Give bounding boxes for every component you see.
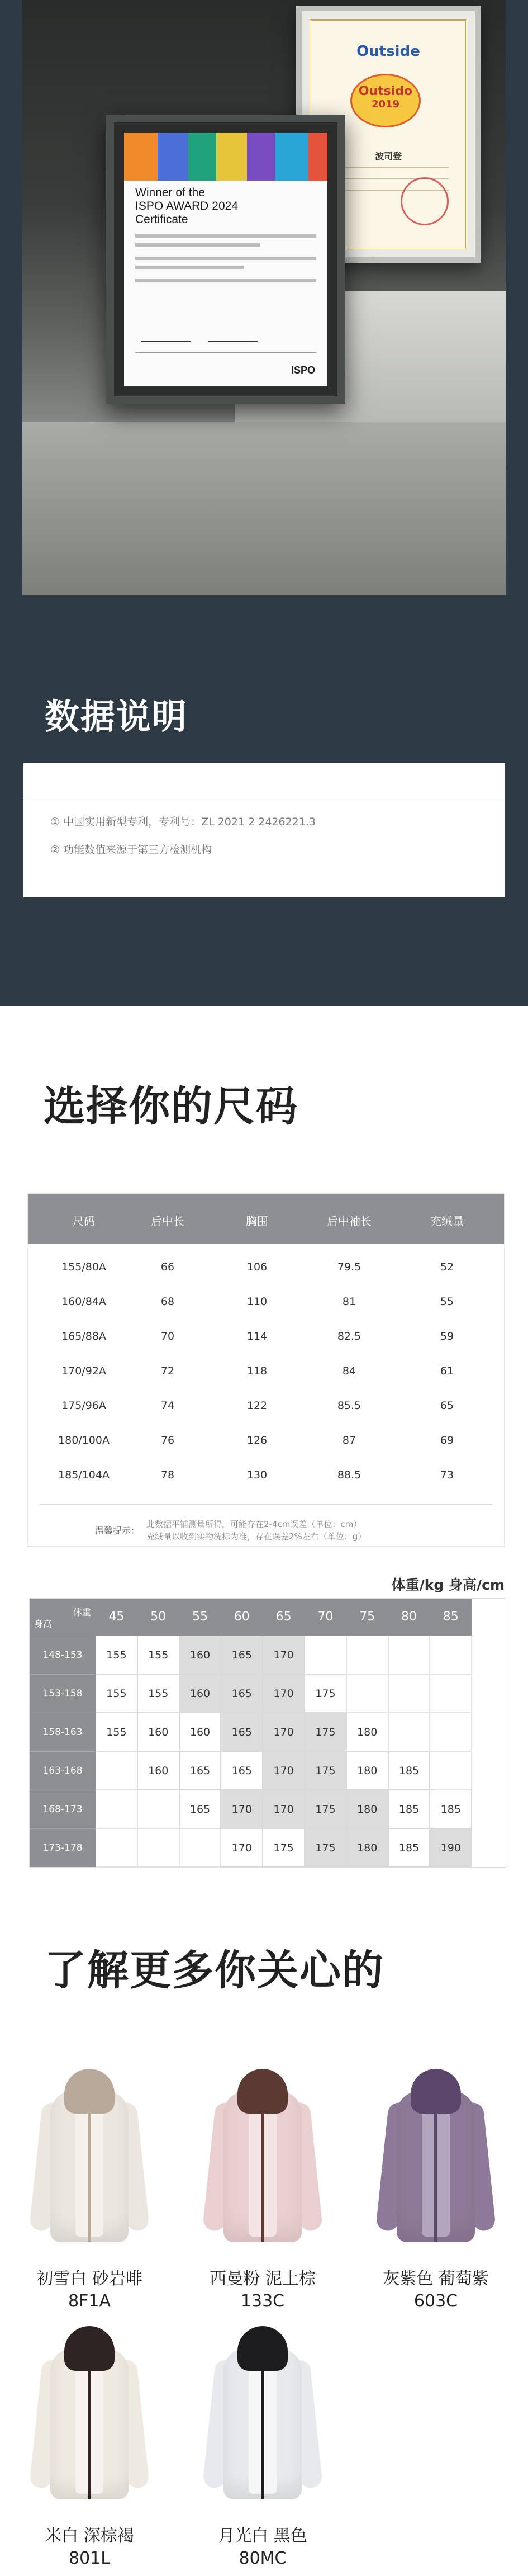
size-cell: 70 [160, 1330, 175, 1343]
size-cell: 126 [246, 1434, 268, 1447]
color-swatch[interactable] [190, 2069, 335, 2311]
size-chart-header [28, 1194, 504, 1244]
grid-size-cell [179, 1828, 221, 1867]
certificate-title: Winner of the ISPO AWARD 2024 Certificate [135, 186, 239, 226]
certificate-mosaic [124, 133, 327, 181]
certificate-brand: Outside [356, 43, 420, 60]
grid-height-header: 153-158 [30, 1674, 96, 1713]
size-header-cell: 胸围 [246, 1214, 268, 1228]
size-cell: 79.5 [337, 1261, 361, 1273]
grid-size-cell [346, 1636, 388, 1674]
size-cell: 72 [160, 1365, 175, 1377]
size-cell: 130 [246, 1469, 268, 1481]
size-cell: 59 [440, 1330, 454, 1343]
size-cell: 106 [246, 1261, 268, 1273]
size-cell: 85.5 [337, 1400, 361, 1412]
size-cell: 155/80A [61, 1261, 106, 1273]
data-note: ② 功能数值来源于第三方检测机构 [50, 844, 212, 856]
badge-year: 2019 [371, 98, 400, 110]
size-header-cell: 充绒量 [430, 1214, 464, 1228]
jacket-image [34, 2069, 145, 2253]
size-cell: 52 [440, 1261, 454, 1273]
color-code: 133C [240, 2291, 285, 2311]
certificate-name: 波司登 [374, 151, 402, 162]
grid-size-cell: 170 [263, 1790, 305, 1828]
grid-size-cell: 185 [388, 1751, 430, 1790]
grid-size-cell: 160 [179, 1713, 221, 1751]
size-chart-divider [39, 1504, 493, 1505]
color-name: 灰紫色 葡萄紫 [383, 2269, 489, 2289]
grid-size-cell: 160 [179, 1674, 221, 1713]
certificate-rule [328, 167, 449, 168]
grid-size-cell: 160 [179, 1636, 221, 1674]
grid-height-header: 158-163 [30, 1713, 96, 1751]
jacket-image [207, 2326, 318, 2511]
color-name: 初雪白 砂岩啡 [36, 2269, 142, 2289]
hero-section [0, 0, 528, 1006]
size-cell: 110 [246, 1296, 268, 1308]
grid-height-header: 163-168 [30, 1751, 96, 1790]
size-cell: 87 [342, 1434, 356, 1447]
fit-recommendation-grid [29, 1598, 506, 1868]
grid-size-cell: 185 [388, 1828, 430, 1867]
grid-size-cell: 165 [221, 1636, 263, 1674]
grid-size-cell [137, 1828, 179, 1867]
size-cell: 114 [246, 1330, 268, 1343]
size-cell: 170/92A [61, 1365, 106, 1377]
size-chart-table [28, 1194, 504, 1546]
grid-size-cell [388, 1674, 430, 1713]
color-code: 603C [413, 2291, 458, 2311]
data-notes-card [23, 763, 505, 897]
grid-size-cell [430, 1751, 472, 1790]
grid-size-cell: 165 [179, 1751, 221, 1790]
grid-size-cell: 185 [430, 1790, 472, 1828]
grid-weight-header: 85 [430, 1599, 472, 1636]
grid-size-cell: 180 [346, 1828, 388, 1867]
grid-weight-header: 50 [137, 1599, 179, 1636]
grid-size-cell: 175 [305, 1828, 346, 1867]
tip-label: 温馨提示： [95, 1525, 140, 1536]
grid-size-cell [346, 1674, 388, 1713]
size-header-cell: 后中袖长 [327, 1214, 372, 1228]
color-swatch[interactable] [17, 2069, 162, 2311]
grid-weight-label: 体重 [73, 1607, 91, 1618]
size-cell: 69 [440, 1434, 454, 1447]
size-cell: 82.5 [337, 1330, 361, 1343]
grid-weight-header: 55 [179, 1599, 221, 1636]
size-cell: 122 [246, 1400, 268, 1412]
grid-size-cell: 155 [96, 1636, 137, 1674]
certificate-photo [22, 0, 506, 595]
size-cell: 81 [342, 1296, 356, 1308]
grid-size-cell: 180 [346, 1790, 388, 1828]
grid-size-cell [388, 1713, 430, 1751]
grid-size-cell [305, 1636, 346, 1674]
size-cell: 84 [342, 1365, 356, 1377]
grid-size-cell: 170 [263, 1674, 305, 1713]
grid-size-cell: 165 [179, 1790, 221, 1828]
data-section-title: 数据说明 [45, 696, 188, 737]
size-cell: 175/96A [61, 1400, 106, 1412]
color-code: 801L [69, 2549, 110, 2568]
size-cell: 73 [440, 1469, 454, 1481]
red-seal-stamp [401, 177, 449, 225]
grid-weight-header: 70 [305, 1599, 346, 1636]
grid-size-cell: 165 [221, 1674, 263, 1713]
grid-size-cell: 170 [263, 1636, 305, 1674]
tip-text: 充绒量以收到实物洗标为准，存在误差2%左右（单位：g） [146, 1532, 367, 1542]
size-cell: 185/104A [58, 1469, 110, 1481]
grid-size-cell: 160 [137, 1713, 179, 1751]
grid-size-cell: 190 [430, 1828, 472, 1867]
grid-size-cell: 175 [305, 1713, 346, 1751]
size-cell: 160/84A [61, 1296, 106, 1308]
color-name: 米白 深棕褐 [45, 2526, 134, 2546]
grid-size-cell: 155 [137, 1674, 179, 1713]
grid-size-cell: 170 [221, 1828, 263, 1867]
grid-size-cell: 170 [263, 1713, 305, 1751]
grid-height-header: 148-153 [30, 1636, 96, 1674]
signature-mark [141, 324, 191, 342]
grid-height-label: 身高 [34, 1619, 53, 1629]
grid-size-cell: 175 [263, 1828, 305, 1867]
jacket-image [34, 2326, 145, 2511]
fit-grid-caption: 体重/kg 身高/cm [391, 1577, 505, 1593]
grid-size-cell [96, 1828, 137, 1867]
grid-weight-header: 60 [221, 1599, 263, 1636]
grid-size-cell [430, 1713, 472, 1751]
grid-weight-header: 80 [388, 1599, 430, 1636]
grid-weight-header: 45 [96, 1599, 137, 1636]
data-note: ① 中国实用新型专利，专利号：ZL 2021 2 2426221.3 [50, 816, 316, 828]
size-cell: 55 [440, 1296, 454, 1308]
size-cell: 65 [440, 1400, 454, 1412]
ispo-award-certificate [106, 115, 345, 404]
ispo-logo: ISPO [291, 365, 315, 376]
display-plinth [22, 422, 506, 595]
size-header-cell: 尺码 [73, 1214, 95, 1228]
size-section-title: 选择你的尺码 [44, 1083, 298, 1131]
color-code: 80MC [239, 2549, 287, 2568]
color-name: 月光白 黑色 [218, 2526, 307, 2546]
grid-size-cell [430, 1674, 472, 1713]
grid-corner [30, 1599, 96, 1636]
grid-size-cell: 175 [305, 1674, 346, 1713]
grid-size-cell: 175 [305, 1790, 346, 1828]
grid-size-cell [96, 1751, 137, 1790]
tip-text: 此数据平铺测量所得，可能存在2-4cm误差（单位：cm） [146, 1519, 362, 1529]
badge-brand: Outsido [358, 84, 413, 98]
grid-size-cell: 155 [96, 1674, 137, 1713]
color-swatch[interactable] [190, 2326, 335, 2568]
signature-mark [208, 324, 258, 342]
size-cell: 118 [246, 1365, 268, 1377]
grid-size-cell: 170 [263, 1751, 305, 1790]
grid-size-cell: 180 [346, 1751, 388, 1790]
size-cell: 76 [160, 1434, 175, 1447]
size-cell: 180/100A [58, 1434, 110, 1447]
grid-size-cell [96, 1790, 137, 1828]
size-cell: 88.5 [337, 1469, 361, 1481]
grid-size-cell [388, 1636, 430, 1674]
grid-size-cell: 170 [221, 1790, 263, 1828]
size-cell: 61 [440, 1365, 454, 1377]
size-header-cell: 后中长 [151, 1214, 184, 1228]
jacket-image [207, 2069, 318, 2253]
grid-size-cell [430, 1636, 472, 1674]
color-swatch[interactable] [363, 2069, 508, 2311]
grid-size-cell: 185 [388, 1790, 430, 1828]
grid-size-cell: 175 [305, 1751, 346, 1790]
award-badge [350, 74, 421, 127]
size-cell: 165/88A [61, 1330, 106, 1343]
grid-size-cell: 155 [96, 1713, 137, 1751]
grid-size-cell: 160 [137, 1751, 179, 1790]
grid-height-header: 168-173 [30, 1790, 96, 1828]
grid-size-cell: 165 [221, 1751, 263, 1790]
color-swatch[interactable] [17, 2326, 162, 2568]
grid-size-cell [137, 1790, 179, 1828]
grid-size-cell: 155 [137, 1636, 179, 1674]
color-name: 西曼粉 泥土棕 [210, 2269, 316, 2289]
colors-section-title: 了解更多你关心的 [45, 1946, 384, 1994]
grid-size-cell: 165 [221, 1713, 263, 1751]
jacket-image [380, 2069, 492, 2253]
grid-height-header: 173-178 [30, 1828, 96, 1867]
grid-weight-header: 75 [346, 1599, 388, 1636]
size-cell: 74 [160, 1400, 175, 1412]
size-cell: 78 [160, 1469, 175, 1481]
size-cell: 68 [160, 1296, 175, 1308]
grid-weight-header: 65 [263, 1599, 305, 1636]
color-code: 8F1A [68, 2291, 111, 2311]
grid-size-cell: 180 [346, 1713, 388, 1751]
size-cell: 66 [160, 1261, 175, 1273]
